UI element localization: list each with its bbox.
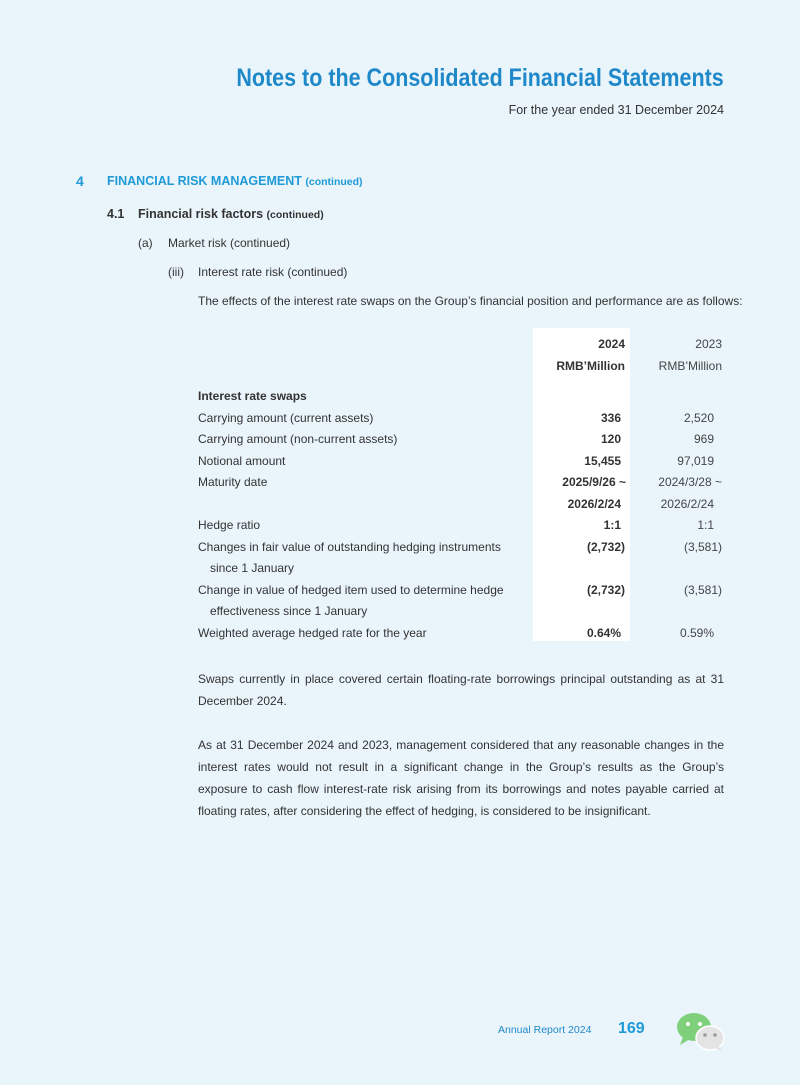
row-value-2024: (2,732) [586, 540, 625, 554]
group-heading: Interest rate swaps [198, 389, 307, 403]
table-row [198, 454, 724, 475]
subsection-continued: (continued) [266, 209, 324, 221]
footer-report: Annual Report 2024 [498, 1024, 592, 1036]
row-value-2024: 120 [600, 432, 621, 446]
table-header-row [198, 337, 724, 358]
page-subtitle: For the year ended 31 December 2024 [508, 103, 724, 117]
page-number: 169 [618, 1020, 645, 1037]
table-row-continuation [198, 497, 724, 518]
table-row [198, 518, 724, 539]
subsection-number: 4.1 [107, 207, 125, 221]
table-row-continuation [198, 604, 724, 625]
row-label: Change in value of hedged item used to determine hedge [198, 583, 504, 597]
table-row [198, 626, 724, 647]
row-label-line2: since 1 January [210, 561, 295, 575]
row-value-2023: 969 [693, 432, 714, 446]
row-label: Carrying amount (current assets) [198, 411, 374, 425]
paragraph: As at 31 December 2024 and 2023, management considered that any reasonable changes in the interest rates would not result in a significant change in the Group’s results as the Group’s exposure to cash flow interest-rate risk arising from its borrowings and notes payable carried at floating rates, after considering the effect of hedging, is considered to be insignificant. [198, 738, 724, 818]
page-title: Notes to the Consolidated Financial Statements [236, 64, 724, 92]
section-title [107, 174, 363, 188]
row-value-2024: 2025/9/26 ~ [562, 475, 626, 489]
row-value-2023: 0.59% [679, 626, 714, 640]
intro-text: The effects of the interest rate swaps on the Group’s financial position and performance are as follows: [198, 294, 743, 308]
subsection-title [138, 207, 324, 221]
item-iii-text: Interest rate risk (continued) [198, 265, 348, 279]
unit-2023: RMB’Million [658, 359, 722, 373]
table-row-continuation [198, 561, 724, 582]
row-value-2023: 2,520 [683, 411, 714, 425]
item-a-label: (a) [138, 236, 153, 250]
row-label: Notional amount [198, 454, 286, 468]
row-label: Carrying amount (non-current assets) [198, 432, 398, 446]
row-value-2024: 0.64% [586, 626, 621, 640]
item-iii-label: (iii) [168, 265, 184, 279]
table-row [198, 583, 724, 604]
table-row [198, 475, 724, 496]
header-2024: 2024 [598, 337, 625, 351]
unit-2024: RMB’Million [556, 359, 625, 373]
item-a-text: Market risk (continued) [168, 236, 291, 250]
header-2023: 2023 [695, 337, 722, 351]
row-value-2023: 1:1 [697, 518, 714, 532]
row-value-2023: 97,019 [677, 454, 714, 468]
row-value-2024: 15,455 [584, 454, 621, 468]
table-unit-row [198, 359, 724, 380]
section-number: 4 [76, 173, 84, 189]
row-label: Maturity date [198, 475, 268, 489]
row-value-2023: 2024/3/28 ~ [658, 475, 722, 489]
row-value-2023-line2: 2026/2/24 [660, 497, 714, 511]
row-label: Weighted average hedged rate for the year [198, 626, 427, 640]
row-value-2024: 1:1 [603, 518, 621, 532]
subsection-title-text: Financial risk factors [138, 207, 264, 221]
row-value-2023: (3,581) [683, 583, 722, 597]
table-row [198, 411, 724, 432]
row-value-2024: (2,732) [586, 583, 625, 597]
row-value-2023: (3,581) [683, 540, 722, 554]
wechat-icon [676, 1012, 726, 1052]
row-label: Changes in fair value of outstanding hedging instruments [198, 540, 501, 554]
row-label-line2: effectiveness since 1 January [210, 604, 368, 618]
section-title-text: FINANCIAL RISK MANAGEMENT [107, 174, 302, 188]
paragraph: Swaps currently in place covered certain floating-rate borrowings principal outstanding as at 31 December 2024. [198, 672, 724, 708]
table-row [198, 540, 724, 561]
table-row [198, 432, 724, 453]
row-label: Hedge ratio [198, 518, 261, 532]
row-value-2024-line2: 2026/2/24 [567, 497, 621, 511]
section-continued: (continued) [305, 176, 363, 188]
table-group-heading [198, 389, 724, 410]
row-value-2024: 336 [600, 411, 621, 425]
